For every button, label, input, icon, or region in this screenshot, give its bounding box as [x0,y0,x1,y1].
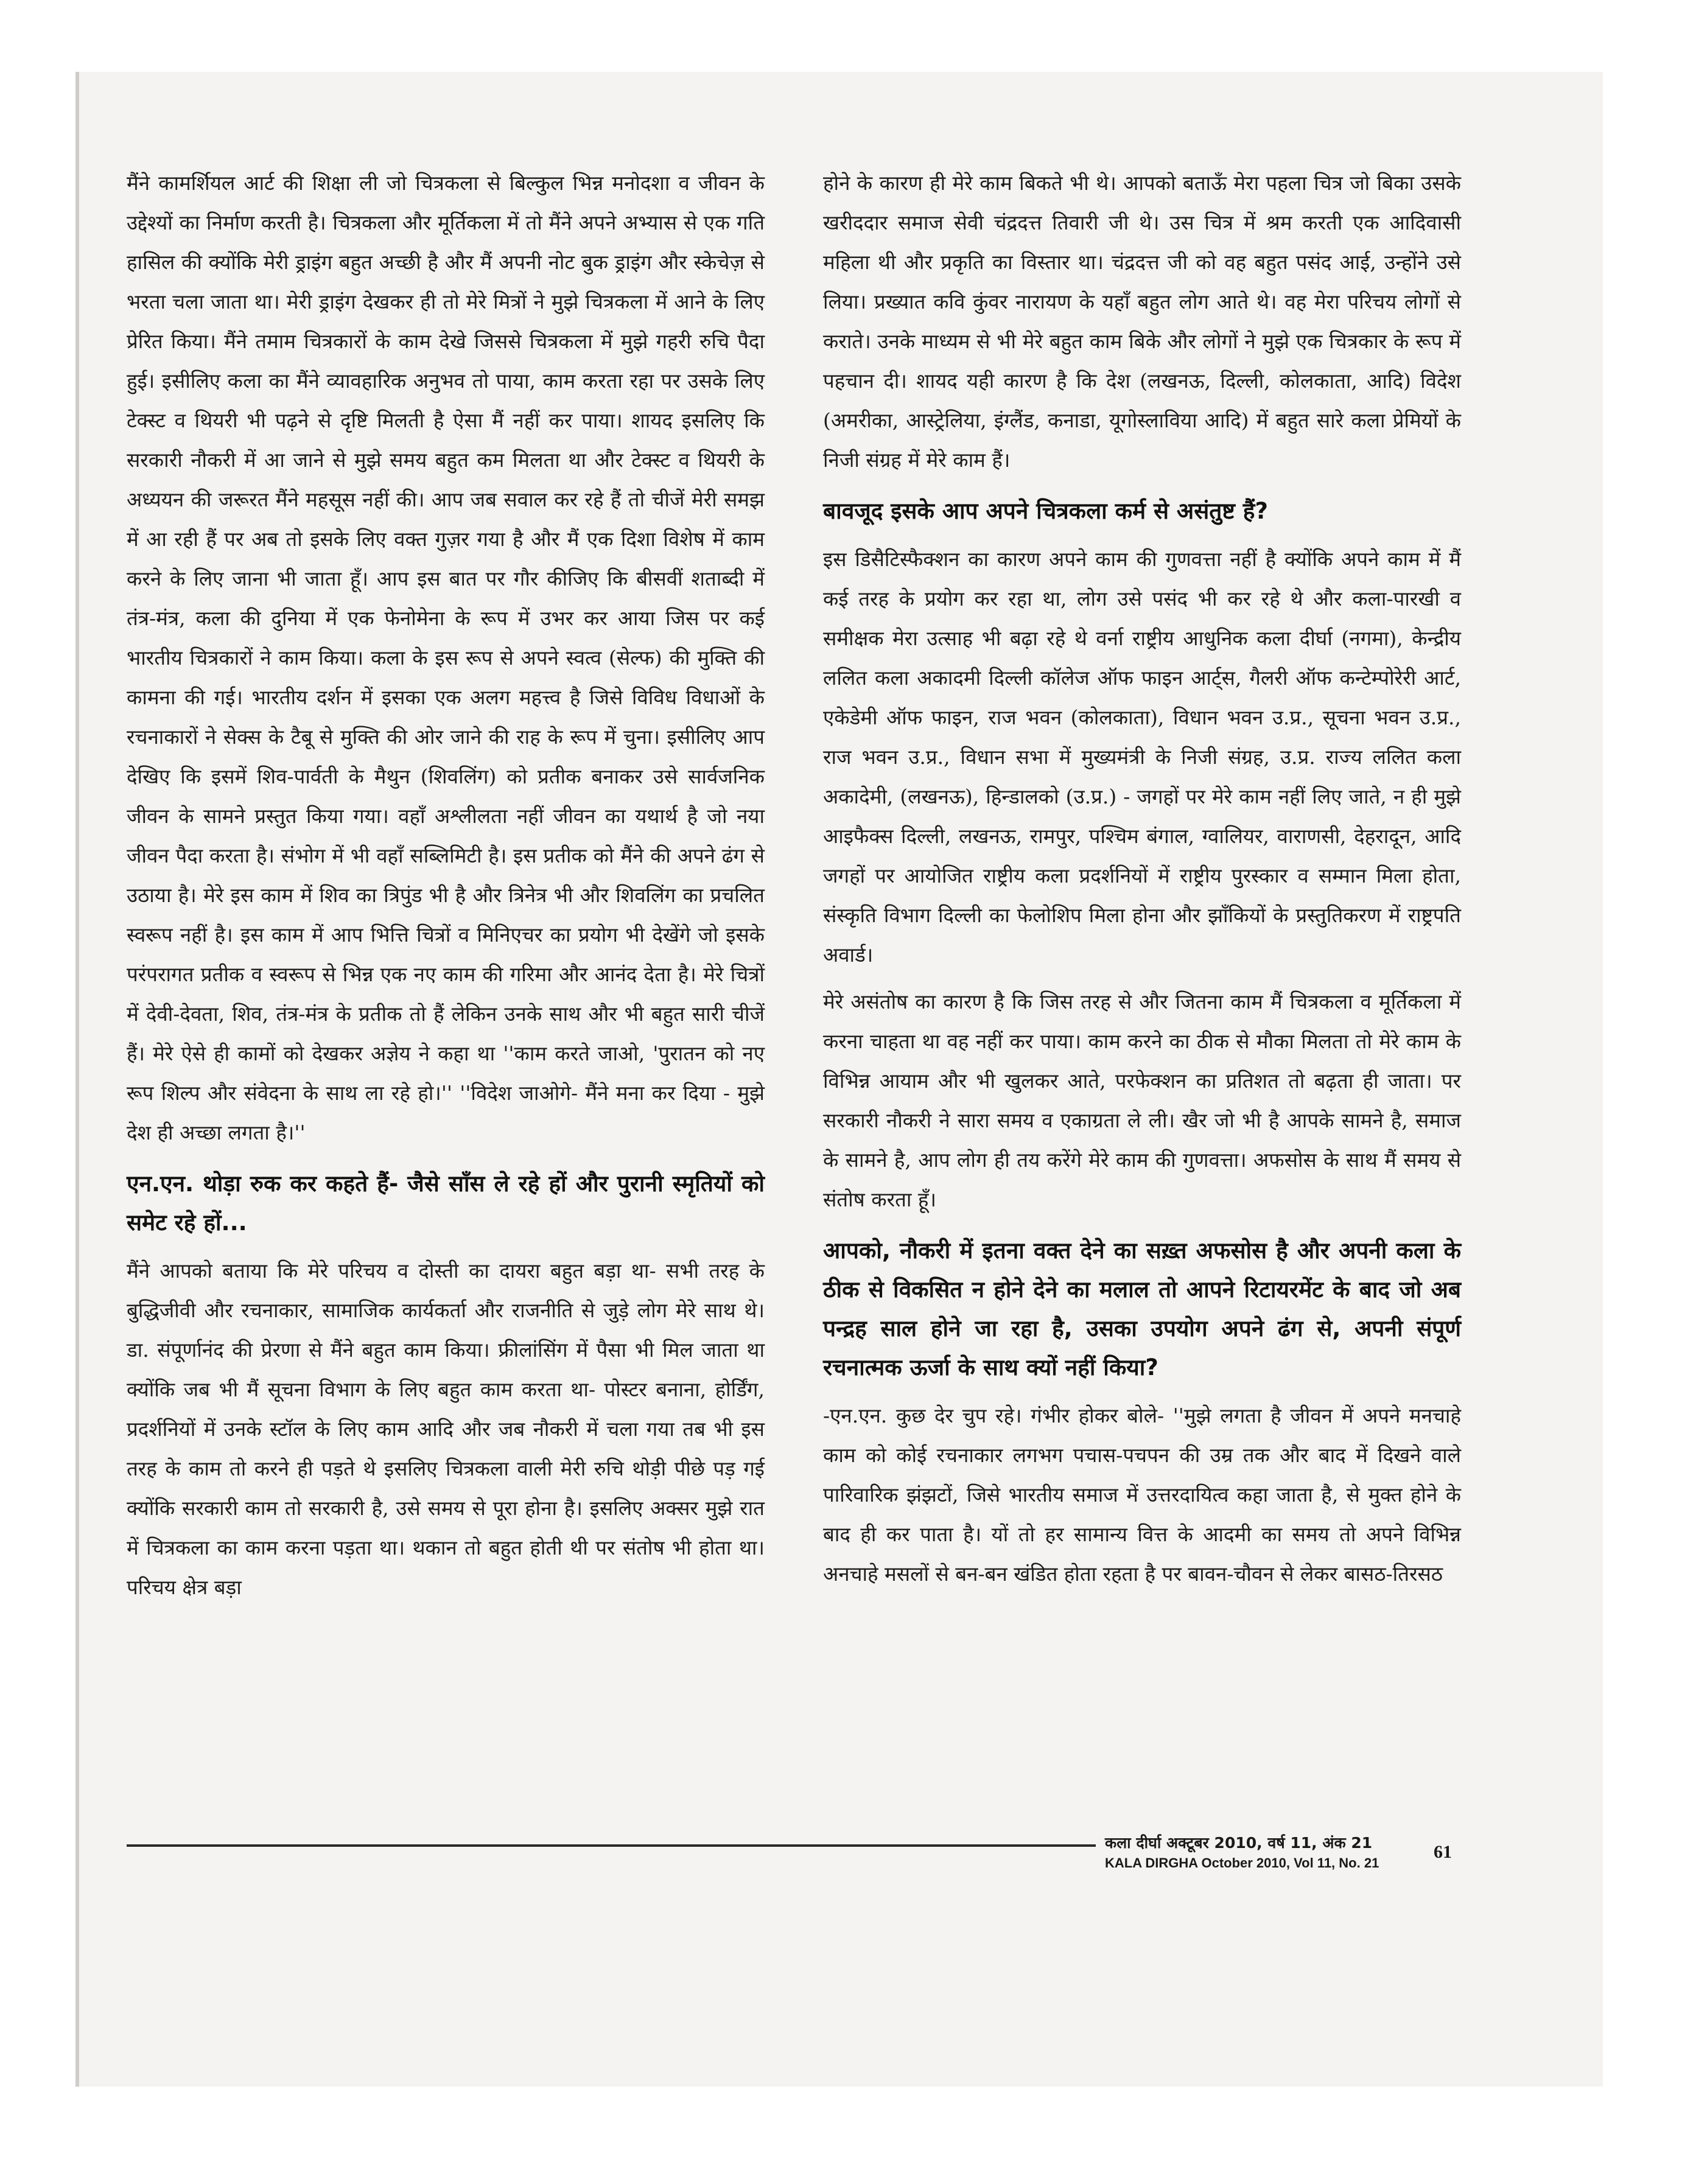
footer-masthead [1105,1832,1470,1881]
masthead-hindi: कला दीर्घा अक्टूबर 2010, वर्ष 11, अंक 21 [1105,1834,1373,1852]
page-number: 61 [1434,1842,1452,1862]
left-column [127,163,765,1614]
question-heading: बावजूद इसके आप अपने चित्रकला कर्म से असंतुष्ट हैं? [823,498,1268,524]
body-paragraph: मेरे असंतोष का कारण है कि जिस तरह से और जितना काम मैं चित्रकला व मूर्तिकला में करना चाहता था वह नहीं कर पाया। काम करने का ठीक से मौका मिलता तो मेरे काम के विभिन्न आयाम और भी खुलकर आते, परफेक्शन का प्रतिशत तो बढ़ता ही जाता। पर सरकारी नौकरी ने सारा समय व एकाग्रता ले ली। खैर जो भी है आपके सामने है, समाज के सामने है, आप लोग ही तय करेंगे मेरे काम की गुणवत्ता। अफसोस के साथ मैं समय से संतोष करता हूँ। [823,990,1461,1211]
question-heading: एन.एन. थोड़ा रुक कर कहते हैं- जैसे साँस ले रहे हों और पुरानी स्मृतियों को समेट रहे हों... [127,1171,765,1236]
body-paragraph: मैंने कामर्शियल आर्ट की शिक्षा ली जो चित्रकला से बिल्कुल भिन्न मनोदशा व जीवन के उद्देश्यों का निर्माण करती है। चित्रकला और मूर्तिकला में तो मैंने अपने अभ्यास से एक गति हासिल की क्योंकि मेरी ड्राइंग बहुत अच्छी है और मैं अपनी नोट बुक ड्राइंग और स्केचेज़ से भरता चला जाता था। मेरी ड्राइंग देखकर ही तो मेरे मित्रों ने मुझे चित्रकला में आने के लिए प्रेरित किया। मैंने तमाम चित्रकारों के काम देखे जिससे चित्रकला में मुझे गहरी रुचि पैदा हुई। इसीलिए कला का मैंने व्यावहारिक अनुभव तो पाया, काम करता रहा पर उसके लिए टेक्स्ट व थियरी भी पढ़ने से दृष्टि मिलती है ऐसा मैं नहीं कर पाया। शायद इसलिए कि सरकारी नौकरी में आ जाने से मुझे समय बहुत कम मिलता था और टेक्स्ट व थियरी के अध्ययन की जरूरत मैंने महसूस नहीं की। आप जब सवाल कर रहे हैं तो चीजें मेरी समझ में आ रही हैं पर अब तो इसके लिए वक्त गुज़र गया है और मैं एक दिशा विशेष में काम करने के लिए जाना भी जाता हूँ। आप इस बात पर गौर कीजिए कि बीसवीं शताब्दी में तंत्र-मंत्र, कला की दुनिया में एक फेनोमेना के रूप में उभर कर आया जिस पर कई भारतीय चित्रकारों ने काम किया। कला के इस रूप से अपने स्वत्व (सेल्फ) की मुक्ति की कामना की गई। भारतीय दर्शन में इसका एक अलग महत्त्व है जिसे विविध विधाओं के रचनाकारों ने सेक्स के टैबू से मुक्ति की ओर जाने की राह के रूप में चुना। इसीलिए आप देखिए कि इसमें शिव-पार्वती के मैथुन (शिवलिंग) को प्रतीक बनाकर उसे सार्वजनिक जीवन के सामने प्रस्तुत किया गया। वहाँ अश्लीलता नहीं जीवन का यथार्थ है जो नया जीवन पैदा करता है। संभोग में भी वहाँ सब्लिमिटी है। इस प्रतीक को मैंने की अपने ढंग से उठाया है। मेरे इस काम में शिव का त्रिपुंड भी है और त्रिनेत्र भी और शिवलिंग का प्रचलित स्वरूप नहीं है। इस काम में आप भित्ति चित्रों व मिनिएचर का प्रयोग भी देखेंगे जो इसके परंपरागत प्रतीक व स्वरूप से भिन्न एक नए काम की गरिमा और आनंद देता है। मेरे चित्रों में देवी-देवता, शिव, तंत्र-मंत्र के प्रतीक तो हैं लेकिन उनके साथ और भी बहुत सारी चीजें हैं। मेरे ऐसे ही कामों को देखकर अज्ञेय ने कहा था ''काम करते जाओ, 'पुरातन को नए रूप शिल्प और संवेदना के साथ ला रहे हो।'' ''विदेश जाओगे- मैंने मना कर दिया - मुझे देश ही अच्छा लगता है।'' [127,171,765,1144]
body-paragraph: -एन.एन. कुछ देर चुप रहे। गंभीर होकर बोले- ''मुझे लगता है जीवन में अपने मनचाहे काम को कोई रचनाकार लगभग पचास-पचपन की उम्र तक और बाद में दिखने वाले पारिवारिक झंझटों, जिसे भारतीय समाज में उत्तरदायित्व कहा जाता है, से मुक्त होने के बाद ही कर पाता है। यों तो हर सामान्य वित्त के आदमी का समय तो अपने विभिन्न अनचाहे मसलों से बन-बन खंडित होता रहता है पर बावन-चौवन से लेकर बासठ-तिरसठ [823,1404,1461,1586]
body-paragraph: इस डिसैटिस्फैक्शन का कारण अपने काम की गुणवत्ता नहीं है क्योंकि अपने काम में मैं कई तरह के प्रयोग कर रहा था, लोग उसे पसंद भी कर रहे थे और कला-पारखी व समीक्षक मेरा उत्साह भी बढ़ा रहे थे वर्ना राष्ट्रीय आधुनिक कला दीर्घा (नगमा), केन्द्रीय ललित कला अकादमी दिल्ली कॉलेज ऑफ फाइन आर्ट्स, गैलरी ऑफ कन्टेम्पोरेरी आर्ट, एकेडेमी ऑफ फाइन, राज भवन (कोलकाता), विधान भवन उ.प्र., सूचना भवन उ.प्र., राज भवन उ.प्र., विधान सभा में मुख्यमंत्री के निजी संग्रह, उ.प्र. राज्य ललित कला अकादेमी, (लखनऊ), हिन्डालको (उ.प्र.) - जगहों पर मेरे काम नहीं लिए जाते, न ही मुझे आइफैक्स दिल्ली, लखनऊ, रामपुर, पश्चिम बंगाल, ग्वालियर, वाराणसी, देहरादून, आदि जगहों पर आयोजित राष्ट्रीय कला प्रदर्शनियों में राष्ट्रीय पुरस्कार व सम्मान मिला होता, संस्कृति विभाग दिल्ली का फेलोशिप मिला होना और झाँकियों के प्रस्तुतिकरण में राष्ट्रपति अवार्ड। [823,547,1461,967]
masthead-english: KALA DIRGHA October 2010, Vol 11, No. 21 [1105,1855,1379,1871]
body-paragraph: मैंने आपको बताया कि मेरे परिचय व दोस्ती का दायरा बहुत बड़ा था- सभी तरह के बुद्धिजीवी और रचनाकार, सामाजिक कार्यकर्ता और राजनीति से जुड़े लोग मेरे साथ थे। डा. संपूर्णानंद की प्रेरणा से मैंने बहुत काम किया। फ्रीलांसिंग में पैसा भी मिल जाता था क्योंकि जब भी मैं सूचना विभाग के लिए बहुत काम करता था- पोस्टर बनाना, होर्डिंग, प्रदर्शनियों में उनके स्टॉल के लिए काम आदि और जब नौकरी में चला गया तब भी इस तरह के काम तो करने ही पड़ते थे इसलिए चित्रकला वाली मेरी रुचि थोड़ी पीछे पड़ गई क्योंकि सरकारी काम तो सरकारी है, उसे समय से पूरा होना है। इसलिए अक्सर मुझे रात में चित्रकला का काम करना पड़ता था। थकान तो बहुत होती थी पर संतोष भी होता था। परिचय क्षेत्र बड़ा [127,1259,765,1599]
right-column [823,163,1461,1601]
body-paragraph: होने के कारण ही मेरे काम बिकते भी थे। आपको बताऊँ मेरा पहला चित्र जो बिका उसके खरीददार समाज सेवी चंद्रदत्त तिवारी जी थे। उस चित्र में श्रम करती एक आदिवासी महिला थी और प्रकृति का विस्तार था। चंद्रदत्त जी को वह बहुत पसंद आई, उन्होंने उसे लिया। प्रख्यात कवि कुंवर नारायण के यहाँ बहुत लोग आते थे। वह मेरा परिचय लोगों से कराते। उनके माध्यम से भी मेरे बहुत काम बिके और लोगों ने मुझे एक चित्रकार के रूप में पहचान दी। शायद यही कारण है कि देश (लखनऊ, दिल्ली, कोलकाता, आदि) विदेश (अमरीका, आस्ट्रेलिया, इंग्लैंड, कनाडा, यूगोस्लाविया आदि) में बहुत सारे कला प्रेमियों के निजी संग्रह में मेरे काम हैं। [823,171,1461,472]
footer-rule [127,1844,1096,1847]
question-heading: आपको, नौकरी में इतना वक्त देने का सख़्त अफसोस है और अपनी कला के ठीक से विकसित न होने देने का मलाल तो आपने रिटायरमेंट के बाद जो अब पन्द्रह साल होने जा रहा है, उसका उपयोग अपने ढंग से, अपनी संपूर्ण रचनात्मक ऊर्जा के साथ क्यों नहीं किया? [823,1237,1461,1381]
scan-edge [75,72,79,2087]
